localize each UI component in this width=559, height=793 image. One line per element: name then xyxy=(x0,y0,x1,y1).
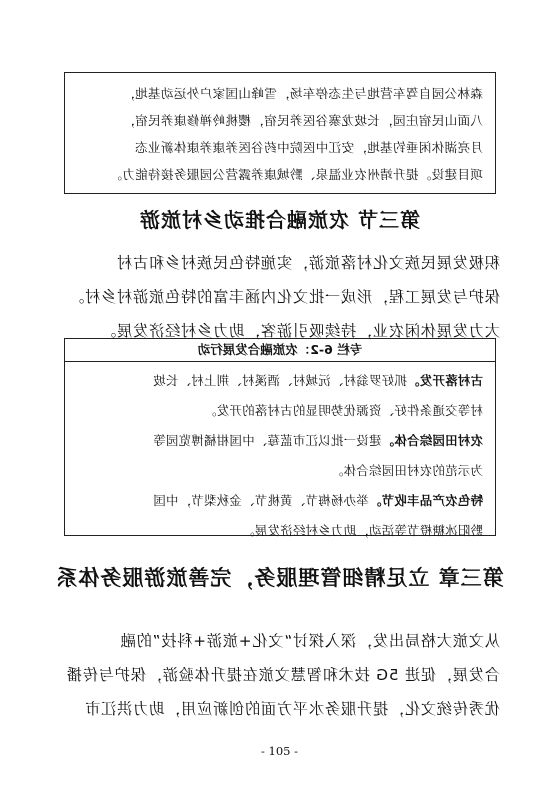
paragraph-line: 从文旅大格局出发，深入探讨“文化+旅游+科技”的融 xyxy=(119,632,500,650)
section-heading: 第三节 农旅融合推动乡村旅游 xyxy=(139,208,420,232)
entry-term: 特色农产品丰收节。 xyxy=(368,493,483,508)
column-entry-line xyxy=(77,486,483,516)
column-box xyxy=(64,338,496,536)
entry-term: 古村落开发。 xyxy=(406,373,483,388)
page-number: - 105 - xyxy=(260,744,299,758)
column-entry-continuation: 村等交通条件好、资源优势明显的古村落的开发。 xyxy=(203,403,483,418)
body-paragraph xyxy=(70,246,500,348)
body-paragraph xyxy=(66,624,500,726)
entry-term: 农村田园综合体。 xyxy=(381,433,483,448)
paragraph-line: 优秀传统文化，提升服务水平方面的创新应用，助力洪江市 xyxy=(84,700,500,718)
box-text-line: 项目建设。提升靖州农业温泉、黔城康养露营公园服务接待能力。 xyxy=(109,167,483,182)
entry-text: 抓好罗翁村、沅城村、酒溪村、荆上村、长坡 xyxy=(153,373,407,388)
paragraph-line: 保护与发展工程，形成一批文化内涵丰富的特色旅游村乡村。 xyxy=(68,288,500,306)
entry-text: 建设一批以江市蓝莓、中国柑橘博览园等 xyxy=(153,433,382,448)
paragraph-line: 合发展，促进 5G 技术和智慧文旅在提升体验游，保护与传播 xyxy=(66,666,500,684)
paragraph-line: 积极发展民族文化村落旅游，实施特色民族村乡和古村 xyxy=(116,254,500,272)
project-list-box xyxy=(64,72,496,194)
box-text-line: 八面山民宿庄园，长坡龙寨谷医养民宿，樱桃岭禅修康养民宿， xyxy=(121,113,483,128)
column-box-title: 专栏 6-2：农旅融合发展行动 xyxy=(65,339,495,362)
box-text-line: 森林公园自驾车营地与生态停车场，雪峰山国家户外运动基地， xyxy=(121,86,483,101)
column-entry-continuation: 黔阳冰糖橙节等活动，助力乡村经济发展。 xyxy=(241,523,483,538)
column-box-body xyxy=(65,362,495,546)
paragraph-line: 大力发展休闲农业，持续吸引游客，助力乡村经济发展。 xyxy=(100,322,500,340)
box-text-line: 月亮湖休闲垂钓基地，安江中医院中药谷医养康养康体新业态 xyxy=(134,140,483,155)
column-entry-line xyxy=(77,426,483,456)
chapter-heading: 第三章 立足精细管理服务，完善旅游服务体系 xyxy=(55,566,504,590)
column-entry-line xyxy=(77,366,483,396)
column-entry-continuation: 为示范的农村田园综合体。 xyxy=(330,463,483,478)
entry-text: 举办杨梅节、黄桃节、金秋梨节，中国 xyxy=(153,493,369,508)
